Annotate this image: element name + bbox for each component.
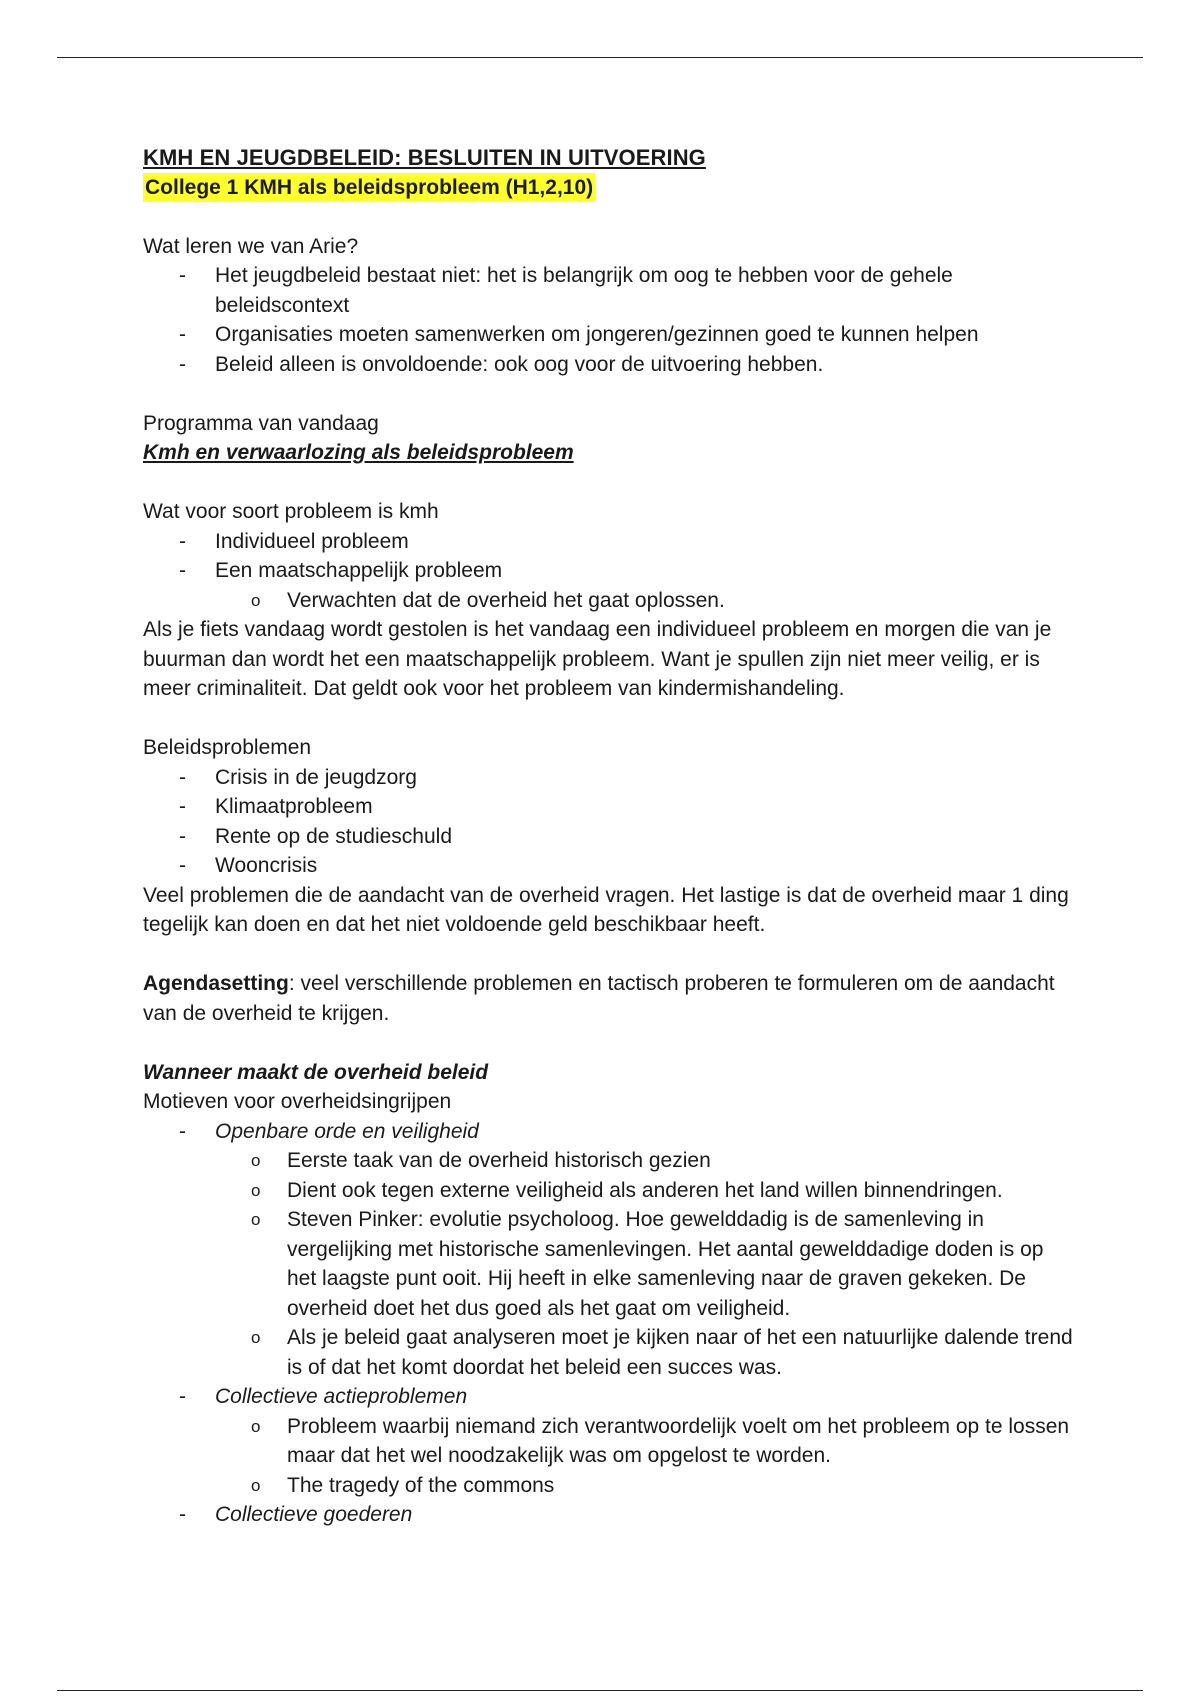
- dash-bullet-icon: -: [179, 264, 186, 287]
- list-item: - Beleid alleen is onvoldoende: ook oog voor de uitvoering hebben.: [143, 350, 1073, 380]
- arie-heading: Wat leren we van Arie?: [143, 234, 359, 258]
- spacer: [143, 202, 1073, 232]
- spacer: [143, 1028, 1073, 1058]
- list-item: [143, 1500, 1073, 1530]
- spacer: [143, 468, 1073, 498]
- dash-bullet-icon: -: [179, 323, 186, 346]
- sub-list-item: o Dient ook tegen externe veiligheid als anderen het land willen binnendringen.: [215, 1176, 1073, 1206]
- sub-list-item: o Probleem waarbij niemand zich verantwoordelijk voelt om het probleem op te lossen maar dat het wel noodzakelijk was om opgelost te worden.: [215, 1412, 1073, 1471]
- document-title: KMH EN JEUGDBELEID: BESLUITEN IN UITVOERING: [143, 145, 706, 170]
- dash-bullet-icon: -: [179, 352, 186, 376]
- dash-bullet-icon: -: [179, 765, 186, 789]
- circle-bullet-icon: o: [251, 1475, 261, 1495]
- soort-list: [143, 527, 1073, 616]
- soort-heading: Wat voor soort probleem is kmh: [143, 500, 439, 523]
- circle-bullet-icon: o: [251, 1416, 261, 1436]
- agendasetting-term: Agendasetting: [143, 972, 289, 995]
- circle-bullet-icon: o: [251, 590, 261, 610]
- document-body: [143, 143, 1073, 1530]
- circle-bullet-icon: o: [251, 1210, 261, 1229]
- dash-bullet-icon: -: [179, 854, 186, 877]
- list-item: - Klimaatprobleem: [143, 792, 1073, 822]
- motive-label: Collectieve actieproblemen: [215, 1385, 468, 1408]
- highlighted-subtitle: College 1 KMH als beleidsprobleem (H1,2,10): [143, 173, 595, 203]
- list-item: - Wooncrisis: [143, 851, 1073, 881]
- list-item: [143, 1382, 1073, 1500]
- dash-bullet-icon: -: [179, 1119, 186, 1143]
- header-rule: [57, 57, 1143, 58]
- soort-paragraph: Als je fiets vandaag wordt gestolen is het vandaag een individueel probleem en morgen die van je buurman dan wordt het een maatschappelijk probleem. Want je spullen zijn niet meer veilig, er is meer criminaliteit. Dat geldt ook voor het probleem van kindermishandeling.: [143, 618, 1052, 700]
- list-item: - Rente op de studieschuld: [143, 822, 1073, 852]
- circle-bullet-icon: o: [251, 1328, 261, 1347]
- list-item: - Een maatschappelijk probleem o Verwachten dat de overheid het gaat oplossen.: [143, 556, 1073, 615]
- motive-label: Openbare orde en veiligheid: [215, 1119, 479, 1143]
- list-item: - Individueel probleem: [143, 527, 1073, 557]
- wanneer-subheading: Motieven voor overheidsingrijpen: [143, 1090, 452, 1113]
- dash-bullet-icon: -: [179, 559, 186, 582]
- circle-bullet-icon: o: [251, 1151, 261, 1170]
- sub-list-item: o Verwachten dat de overheid het gaat oplossen.: [215, 586, 1073, 616]
- sub-list-item: o Als je beleid gaat analyseren moet je kijken naar of het een natuurlijke dalende trend is of dat het komt doordat het beleid een succes was.: [215, 1323, 1073, 1382]
- soort-sublist: [215, 586, 1073, 616]
- list-item: - Organisaties moeten samenwerken om jongeren/gezinnen goed te kunnen helpen: [143, 320, 1073, 350]
- dash-bullet-icon: -: [179, 529, 186, 553]
- beleidsproblemen-paragraph: Veel problemen die de aandacht van de overheid vragen. Het lastige is dat de overheid maar 1 ding tegelijk kan doen en dat het niet voldoende geld beschikbaar heeft.: [143, 883, 1069, 936]
- section-title: Kmh en verwaarlozing als beleidsprobleem: [143, 441, 574, 464]
- motives-list: [143, 1117, 1073, 1530]
- programma-label: Programma van vandaag: [143, 411, 379, 435]
- list-item: - Het jeugdbeleid bestaat niet: het is belangrijk om oog te hebben voor de gehele beleidscontext: [143, 261, 1073, 320]
- dash-bullet-icon: -: [179, 824, 186, 848]
- beleidsproblemen-heading: Beleidsproblemen: [143, 736, 312, 759]
- agendasetting-definition: : veel verschillende problemen en tactisch proberen te formuleren om de aandacht van de overheid te krijgen.: [143, 972, 1055, 1025]
- arie-list: [143, 261, 1073, 379]
- dash-bullet-icon: -: [179, 1385, 186, 1408]
- wanneer-heading: Wanneer maakt de overheid beleid: [143, 1060, 489, 1084]
- motive-sublist: [215, 1412, 1073, 1501]
- sub-list-item: o The tragedy of the commons: [215, 1471, 1073, 1501]
- sub-list-item: o Steven Pinker: evolutie psycholoog. Hoe gewelddadig is de samenleving in vergelijking met historische samenlevingen. Het aantal gewelddadige doden is op het laagste punt ooit. Hij heeft in elke samenleving naar de graven gekeken. De overheid doet het dus goed als het gaat om veiligheid.: [215, 1205, 1073, 1323]
- list-item: - Crisis in de jeugdzorg: [143, 763, 1073, 793]
- dash-bullet-icon: -: [179, 1503, 186, 1526]
- motive-label: Collectieve goederen: [215, 1503, 413, 1526]
- agendasetting-paragraph: [143, 969, 1073, 1028]
- spacer: [143, 379, 1073, 409]
- spacer: [143, 940, 1073, 970]
- motive-sublist: [215, 1146, 1073, 1382]
- spacer: [143, 704, 1073, 734]
- footer-rule: [57, 1690, 1143, 1691]
- list-item: [143, 1117, 1073, 1383]
- subtitle-line: [143, 173, 1073, 203]
- dash-bullet-icon: -: [179, 795, 186, 818]
- sub-list-item: o Eerste taak van de overheid historisch gezien: [215, 1146, 1073, 1176]
- beleidsproblemen-list: [143, 763, 1073, 881]
- circle-bullet-icon: o: [251, 1180, 261, 1200]
